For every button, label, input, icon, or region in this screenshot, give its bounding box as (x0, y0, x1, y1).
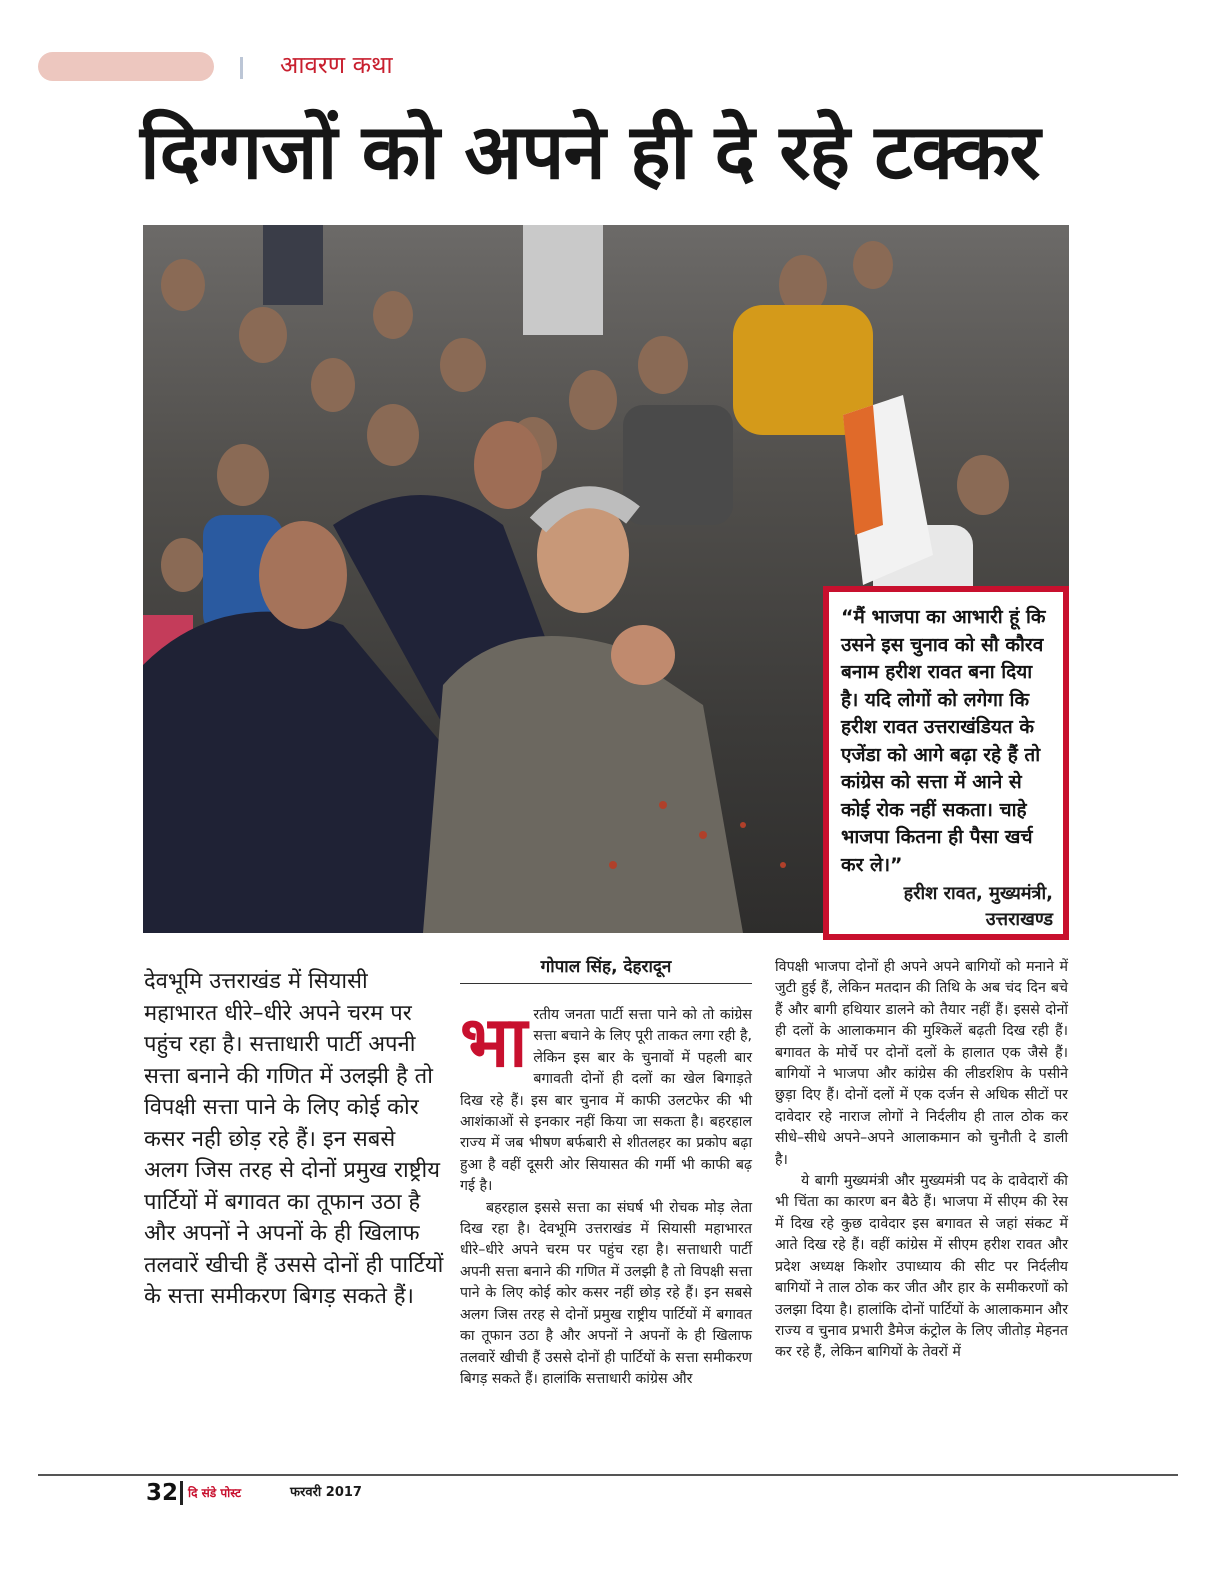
section-pill-decoration (38, 52, 214, 81)
pull-quote-box (823, 586, 1069, 940)
article-paragraph: रतीय जनता पार्टी सत्ता पाने को तो कांग्रेस सत्ता बचाने के लिए पूरी ताकत लगा रही है, लेकिन इस बार के चुनावों में पहली बार बगावती दोनों ही दलों का खेल बिगाड़ते दिख रहे हैं। इस बार चुनाव में काफी उलटफेर की भी आशंकाओं से इनकार नहीं किया जा सकता है। बहरहाल राज्य में जब भीषण बर्फबारी से शीतलहर का प्रकोप बढ़ा हुआ है वहीं दूसरी ओर सियासत की गर्मी भी काफी बढ़ गई है। (460, 1007, 752, 1195)
footer-rule (38, 1474, 1178, 1476)
article-paragraph: बहरहाल इससे सत्ता का संघर्ष भी रोचक मोड़ लेता दिख रहा है। देवभूमि उत्तराखंड में सियासी महाभारत धीरे–धीरे अपने चरम पर पहुंच रहा है। सत्ताधारी पार्टी अपनी सत्ता बनाने की गणित में उलझी है तो विपक्षी सत्ता पाने के लिए कोई कोर कसर नहीं छोड़ रहे हैं। इन सबसे अलग जिस तरह से दोनों प्रमुख राष्ट्रीय पार्टियों में बगावत का तूफान उठा है और अपनों ने अपनों के ही खिलाफ तलवारें खीची हैं उससे दोनों ही पार्टियों के सत्ता समीकरण बिगड़ सकते हैं। हालांकि सत्ताधारी कांग्रेस और (460, 1199, 752, 1387)
page-headline: दिग्गजों को अपने ही दे रहे टक्कर (140, 107, 1040, 196)
article-paragraph: ये बागी मुख्यमंत्री और मुख्यमंत्री पद के दावेदारों की भी चिंता का कारण बन बैठे हैं। भाजपा में सीएम की रेस में दिख रहे कुछ दावेदार इस बगावत से जहां संकट में आते दिख रहे हैं। वहीं कांग्रेस में सीएम हरीश रावत और प्रदेश अध्यक्ष किशोर उपाध्याय की सीट पर निर्दलीय बागियों ने ताल ठोक कर जीत और हार के समीकरणों को उलझा दिया है। हालांकि दोनों पार्टियों के आलाकमान और राज्य व चुनाव प्रभारी डैमेज कंट्रोल के लिए जीतोड़ मेहनत कर रहे हैं, लेकिन बागियों के तेवरों में (775, 1173, 1068, 1361)
pull-quote-attribution-place: उत्तराखण्ड (985, 909, 1053, 930)
author-byline: गोपाल सिंह, देहरादून (460, 955, 752, 984)
article-column-1 (460, 1001, 752, 1390)
intro-summary: देवभूमि उत्तराखंड में सियासी महाभारत धीरे–धीरे अपने चरम पर पहुंच रहा है। सत्ताधारी पार्टी अपनी सत्ता बनाने की गणित में उलझी है तो विपक्षी सत्ता पाने के लिए कोई कोर कसर नही छोड़ रहे हैं। इन सबसे अलग जिस तरह से दोनों प्रमुख राष्ट्रीय पार्टियों में बगावत का तूफान उठा है और अपनों ने अपनों के ही खिलाफ तलवारें खीची हैं उससे दोनों ही पार्टियों के सत्ता समीकरण बिगड़ सकते हैं। (144, 969, 444, 1309)
article-column-2 (775, 957, 1068, 1364)
magazine-name: दि संडे पोस्ट (188, 1486, 242, 1500)
section-separator (240, 57, 243, 79)
page-number: 32 (146, 1480, 179, 1506)
article-paragraph: विपक्षी भाजपा दोनों ही अपने अपने बागियों को मनाने में जुटी हुई हैं, लेकिन मतदान की तिथि के अब चंद दिन बचे हैं और बागी हथियार डालने को तैयार नहीं हैं। इससे दोनों ही दलों के आलाकमान की मुश्किलें बढ़ती दिख रही हैं। बगावत के मोर्चे पर दोनों दलों के हालात एक जैसे हैं। बागियों ने भाजपा और कांग्रेस की लीडरशिप के पसीने छुड़ा दिए हैं। दोनों दलों में एक दर्जन से अधिक सीटों पर दावेदार रहे नाराज लोगों ने निर्दलीय ही ताल ठोक कर सीधे–सीधे अपने–अपने आलाकमान को चुनौती दे डाली है। (775, 959, 1068, 1168)
pull-quote-attribution-name: हरीश रावत, मुख्यमंत्री, (903, 883, 1053, 904)
pull-quote-text: “मैं भाजपा का आभारी हूं कि उसने इस चुनाव को सौ कौरव बनाम हरीश रावत बना दिया है। यदि लोगों को लगेगा कि हरीश रावत उत्तराखंडियत के एजेंडा को आगे बढ़ा रहे हैं तो कांग्रेस को सत्ता में आने से कोई रोक नहीं सकता। चाहे भाजपा कितना ही पैसा खर्च कर ले।” (841, 606, 1046, 876)
issue-month: फरवरी 2017 (290, 1485, 362, 1500)
section-label: आवरण कथा (280, 51, 393, 79)
footer-divider (180, 1481, 183, 1505)
drop-cap: भा (460, 1001, 528, 1083)
